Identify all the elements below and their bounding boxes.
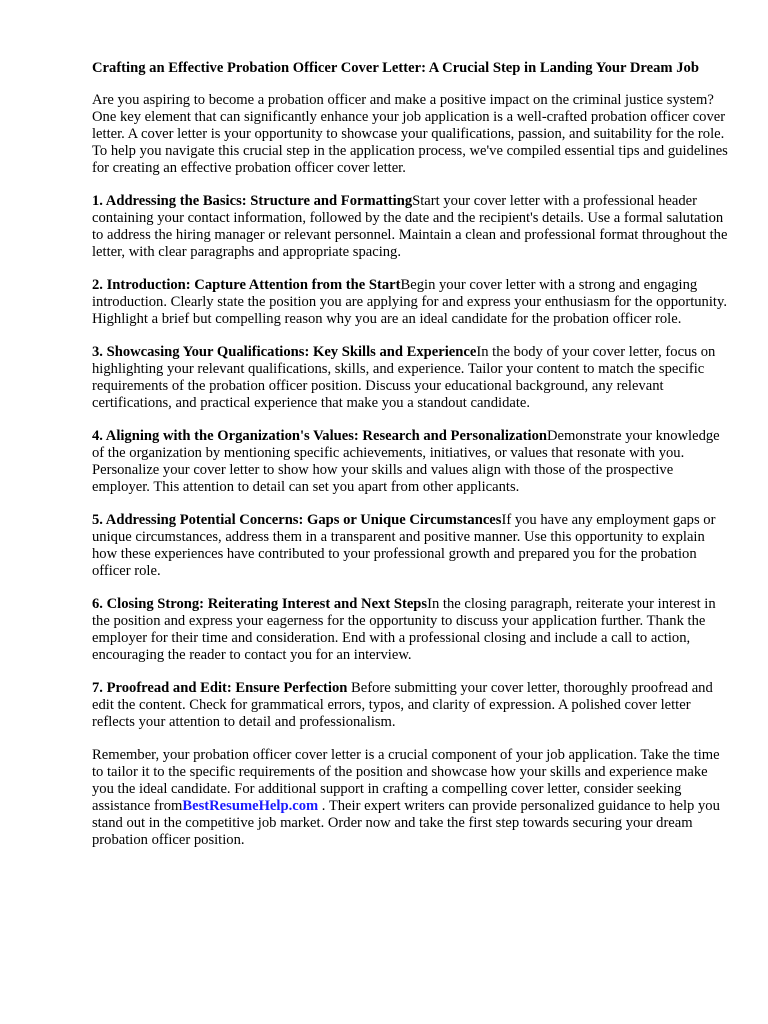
- bestresumehelp-link[interactable]: BestResumeHelp.com: [182, 798, 319, 814]
- document-title: Crafting an Effective Probation Officer Cover Letter: A Crucial Step in Landing Your Dream Job: [92, 60, 699, 76]
- section-1: [92, 193, 728, 261]
- section-5-body: If you have any employment gaps or unique circumstances, address them in a transparent and positive manner. Use this opportunity to explain how these experiences have contributed to your professional growth and prepared you for the probation officer role.: [92, 512, 716, 579]
- closing-text-after-link: . Their expert writers can provide personalized guidance to help you stand out in the competitive job market. Order now and take the first step towards securing your dream probation officer position.: [92, 798, 720, 848]
- section-4-body: Demonstrate your knowledge of the organization by mentioning specific achievements, initiatives, or values that resonate with you. Personalize your cover letter to show how your skills and values align with those of the prospective employer. This attention to detail can set you apart from other applicants.: [92, 428, 720, 495]
- document-page: [92, 60, 728, 865]
- section-4: [92, 428, 728, 496]
- section-5-heading: 5. Addressing Potential Concerns: Gaps or Unique Circumstances: [92, 512, 502, 528]
- section-4-heading: 4. Aligning with the Organization's Values: Research and Personalization: [92, 428, 548, 444]
- closing-paragraph: [92, 747, 728, 849]
- section-5: [92, 512, 728, 580]
- section-7: [92, 680, 728, 731]
- section-6-body: In the closing paragraph, reiterate your interest in the position and express your eagerness for the opportunity to discuss your application further. Thank the employer for their time and consideration. End with a professional closing and include a call to action, encouraging the reader to contact you for an interview.: [92, 596, 716, 663]
- section-3: [92, 344, 728, 412]
- section-7-body: Before submitting your cover letter, thoroughly proofread and edit the content. Check for grammatical errors, typos, and clarity of expression. A polished cover letter reflects your attention to detail and professionalism.: [92, 680, 713, 730]
- section-1-body: Start your cover letter with a professional header containing your contact information, followed by the date and the recipient's details. Use a formal salutation to address the hiring manager or relevant personnel. Maintain a clean and professional format throughout the letter, with clear paragraphs and appropriate spacing.: [92, 193, 728, 260]
- section-2: [92, 277, 728, 328]
- intro-paragraph: Are you aspiring to become a probation officer and make a positive impact on the criminal justice system? One key element that can significantly enhance your job application is a well-crafted probation officer cover letter. A cover letter is your opportunity to showcase your qualifications, passion, and suitability for the role. To help you navigate this crucial step in the application process, we've compiled essential tips and guidelines for creating an effective probation officer cover letter.: [92, 92, 728, 176]
- section-6: [92, 596, 728, 664]
- closing-text-before-link: Remember, your probation officer cover letter is a crucial component of your job application. Take the time to tailor it to the specific requirements of the position and showcase how your skills and experience make you the ideal candidate. For additional support in crafting a compelling cover letter, consider seeking assistance from: [92, 747, 720, 814]
- section-6-heading: 6. Closing Strong: Reiterating Interest and Next Steps: [92, 596, 428, 612]
- section-3-body: In the body of your cover letter, focus on highlighting your relevant qualifications, skills, and experience. Tailor your content to match the specific requirements of the probation officer position. Discuss your educational background, any relevant certifications, and practical experience that make you a standout candidate.: [92, 344, 716, 411]
- section-1-heading: 1. Addressing the Basics: Structure and Formatting: [92, 193, 413, 209]
- section-3-heading: 3. Showcasing Your Qualifications: Key Skills and Experience: [92, 344, 477, 360]
- section-7-heading: 7. Proofread and Edit: Ensure Perfection: [92, 680, 348, 696]
- section-2-heading: 2. Introduction: Capture Attention from the Start: [92, 277, 401, 293]
- section-2-body: Begin your cover letter with a strong and engaging introduction. Clearly state the position you are applying for and express your enthusiasm for the opportunity. Highlight a brief but compelling reason why you are an ideal candidate for the probation officer role.: [92, 277, 727, 327]
